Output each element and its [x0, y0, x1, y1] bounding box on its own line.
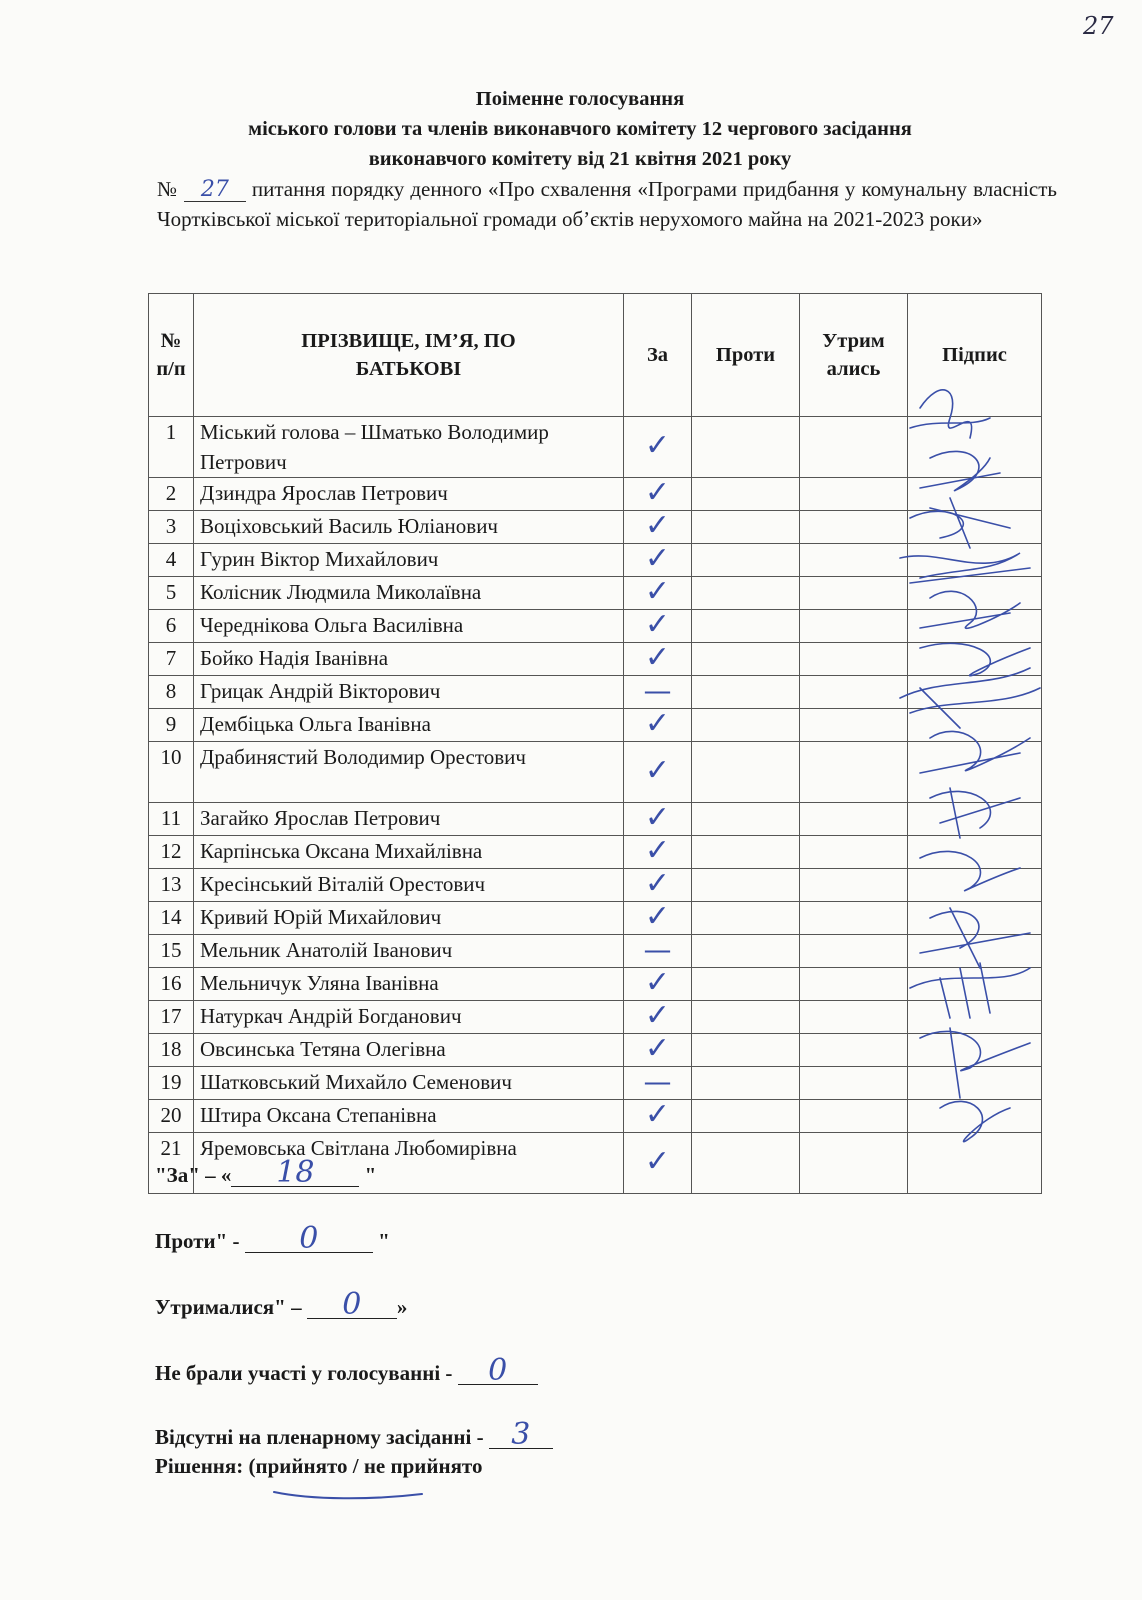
- vote-abstained-cell: [800, 1133, 908, 1194]
- dash-mark: —: [643, 934, 672, 966]
- signature-cell: [908, 935, 1042, 968]
- vote-against-cell: [692, 709, 800, 742]
- table-row: [149, 478, 1042, 511]
- dash-mark: —: [643, 675, 672, 707]
- vote-against-cell: [692, 577, 800, 610]
- check-mark-icon: ✓: [644, 576, 671, 609]
- table-row: [149, 869, 1042, 902]
- title-line-2: міського голови та членів виконавчого комітету 12 чергового засідання: [248, 118, 912, 140]
- member-name: Воціховський Василь Юліанович: [194, 511, 624, 544]
- member-name: Дзиндра Ярослав Петрович: [194, 478, 624, 511]
- question-text: питання порядку денного «Про схвалення «Програми придбання у комунальну власність Чортківської міської територіальної громади об’єктів нерухомого майна на 2021-2023 роки»: [157, 177, 1057, 231]
- signature-cell: [908, 902, 1042, 935]
- dash-mark: —: [643, 1066, 672, 1098]
- member-name: Череднікова Ольга Василівна: [194, 610, 624, 643]
- signature-cell: [908, 1133, 1042, 1194]
- member-name: Бойко Надія Іванівна: [194, 643, 624, 676]
- table-row: [149, 709, 1042, 742]
- vote-abstained-cell: [800, 902, 908, 935]
- signature-cell: [908, 742, 1042, 803]
- signature-cell: [908, 676, 1042, 709]
- row-number: 14: [149, 902, 194, 935]
- member-name: Кресінський Віталій Орестович: [194, 869, 624, 902]
- check-mark-icon: ✓: [644, 642, 671, 675]
- header-signature: Підпис: [908, 294, 1042, 417]
- row-number: 1: [149, 417, 194, 478]
- vote-abstained-cell: [800, 869, 908, 902]
- row-number: 3: [149, 511, 194, 544]
- member-name: Гурин Віктор Михайлович: [194, 544, 624, 577]
- vote-against-cell: [692, 1133, 800, 1194]
- check-mark-icon: ✓: [644, 428, 671, 463]
- member-name: Кривий Юрій Михайлович: [194, 902, 624, 935]
- member-name: Шатковський Михайло Семенович: [194, 1067, 624, 1100]
- vote-abstained-cell: [800, 1100, 908, 1133]
- table-row: [149, 1100, 1042, 1133]
- member-name: Мельничук Уляна Іванівна: [194, 968, 624, 1001]
- summary-against-close: ": [372, 1229, 390, 1253]
- table-row: [149, 1001, 1042, 1034]
- member-name: Натуркач Андрій Богданович: [194, 1001, 624, 1034]
- row-number: 21: [149, 1133, 194, 1194]
- member-name: Мельник Анатолій Іванович: [194, 935, 624, 968]
- vote-for-cell: [624, 869, 692, 902]
- check-mark-icon: ✓: [644, 477, 671, 510]
- vote-abstained-cell: [800, 511, 908, 544]
- signature-cell: [908, 577, 1042, 610]
- row-number: 6: [149, 610, 194, 643]
- vote-abstained-cell: [800, 709, 908, 742]
- vote-table: [148, 293, 1042, 1194]
- header-against: Проти: [692, 294, 800, 417]
- check-mark-icon: ✓: [644, 835, 671, 868]
- vote-for-cell: [624, 544, 692, 577]
- vote-against-cell: [692, 935, 800, 968]
- summary-abstained-close: »: [396, 1295, 408, 1319]
- title-line-3: виконавчого комітету від 21 квітня 2021 року: [368, 148, 792, 170]
- signature-cell: [908, 544, 1042, 577]
- vote-against-cell: [692, 902, 800, 935]
- signature-cell: [908, 1100, 1042, 1133]
- vote-for-cell: [624, 1034, 692, 1067]
- title-line-1: Поіменне голосування: [475, 88, 685, 110]
- document-title: [140, 84, 1020, 174]
- vote-for-cell: [624, 417, 692, 478]
- vote-for-cell: [624, 1067, 692, 1100]
- table-row: [149, 643, 1042, 676]
- row-number: 9: [149, 709, 194, 742]
- member-name: Овсинська Тетяна Олегівна: [194, 1034, 624, 1067]
- vote-for-cell: [624, 610, 692, 643]
- vote-for-cell: [624, 968, 692, 1001]
- table-row: [149, 1067, 1042, 1100]
- summary-abstained-label: Утрималися" –: [155, 1295, 307, 1319]
- vote-for-cell: [624, 902, 692, 935]
- check-mark-icon: ✓: [644, 967, 671, 1000]
- summary-not-voted-label: Не брали участі у голосуванні -: [155, 1361, 458, 1385]
- summary-against-value: 0: [245, 1226, 373, 1253]
- check-mark-icon: ✓: [644, 708, 671, 741]
- row-number: 12: [149, 836, 194, 869]
- vote-against-cell: [692, 836, 800, 869]
- member-name: Міський голова – Шматько Володимир Петрович: [194, 417, 624, 478]
- table-row: [149, 742, 1042, 803]
- row-number: 11: [149, 803, 194, 836]
- signature-cell: [908, 968, 1042, 1001]
- vote-against-cell: [692, 544, 800, 577]
- vote-for-cell: [624, 676, 692, 709]
- header-for: За: [624, 294, 692, 417]
- summary-for-close: ": [359, 1163, 377, 1187]
- vote-abstained-cell: [800, 935, 908, 968]
- signature-cell: [908, 803, 1042, 836]
- signature-cell: [908, 417, 1042, 478]
- member-name: Драбинястий Володимир Орестович: [194, 742, 624, 803]
- check-mark-icon: ✓: [644, 1000, 671, 1033]
- vote-for-cell: [624, 577, 692, 610]
- member-name: Штира Оксана Степанівна: [194, 1100, 624, 1133]
- question-prefix: №: [157, 177, 178, 201]
- member-name: Карпінська Оксана Михайлівна: [194, 836, 624, 869]
- summary-abstained-value: 0: [307, 1292, 397, 1319]
- agenda-question: [157, 174, 1057, 234]
- summary-for: [155, 1155, 377, 1190]
- row-number: 15: [149, 935, 194, 968]
- table-row: [149, 417, 1042, 478]
- table-row: [149, 544, 1042, 577]
- vote-for-cell: [624, 803, 692, 836]
- check-mark-icon: ✓: [644, 1033, 671, 1066]
- row-number: 4: [149, 544, 194, 577]
- row-number: 13: [149, 869, 194, 902]
- table-header-row: [149, 294, 1042, 417]
- vote-for-cell: [624, 709, 692, 742]
- vote-for-cell: [624, 836, 692, 869]
- vote-for-cell: [624, 935, 692, 968]
- check-mark-icon: ✓: [644, 868, 671, 901]
- table-row: [149, 610, 1042, 643]
- row-number: 20: [149, 1100, 194, 1133]
- table-row: [149, 676, 1042, 709]
- vote-for-cell: [624, 511, 692, 544]
- vote-abstained-cell: [800, 1001, 908, 1034]
- header-abstained: Утрим ались: [800, 294, 908, 417]
- signature-cell: [908, 1001, 1042, 1034]
- vote-abstained-cell: [800, 742, 908, 803]
- vote-against-cell: [692, 1067, 800, 1100]
- vote-abstained-cell: [800, 544, 908, 577]
- question-number: 27: [184, 179, 246, 202]
- vote-abstained-cell: [800, 803, 908, 836]
- vote-against-cell: [692, 1100, 800, 1133]
- table-row: [149, 902, 1042, 935]
- vote-against-cell: [692, 803, 800, 836]
- row-number: 19: [149, 1067, 194, 1100]
- signature-cell: [908, 709, 1042, 742]
- summary-for-label: "За" – «: [155, 1163, 232, 1187]
- header-name: ПРІЗВИЩЕ, ІМ’Я, ПО БАТЬКОВІ: [194, 294, 624, 417]
- vote-against-cell: [692, 968, 800, 1001]
- summary-abstained: [155, 1287, 408, 1322]
- vote-against-cell: [692, 643, 800, 676]
- row-number: 10: [149, 742, 194, 803]
- row-number: 2: [149, 478, 194, 511]
- table-row: [149, 935, 1042, 968]
- row-number: 17: [149, 1001, 194, 1034]
- signature-cell: [908, 1067, 1042, 1100]
- table-row: [149, 836, 1042, 869]
- page-number: 27: [1083, 12, 1114, 40]
- summary-against: [155, 1221, 390, 1256]
- vote-abstained-cell: [800, 676, 908, 709]
- check-mark-icon: ✓: [644, 510, 671, 543]
- header-num: № п/п: [149, 294, 194, 417]
- summary-absent-value: 3: [489, 1422, 553, 1449]
- vote-for-cell: [624, 643, 692, 676]
- signature-cell: [908, 1034, 1042, 1067]
- vote-abstained-cell: [800, 478, 908, 511]
- check-mark-icon: ✓: [644, 1099, 671, 1132]
- table-row: [149, 511, 1042, 544]
- vote-abstained-cell: [800, 968, 908, 1001]
- member-name: Дембіцька Ольга Іванівна: [194, 709, 624, 742]
- vote-against-cell: [692, 1001, 800, 1034]
- summary-not-voted: [155, 1353, 538, 1388]
- member-name: Грицак Андрій Вікторович: [194, 676, 624, 709]
- member-name: Яремовська Світлана Любомирівна: [194, 1133, 624, 1194]
- summary-absent-label: Відсутні на пленарному засіданні -: [155, 1425, 489, 1449]
- row-number: 7: [149, 643, 194, 676]
- vote-against-cell: [692, 869, 800, 902]
- table-row: [149, 1034, 1042, 1067]
- row-number: 8: [149, 676, 194, 709]
- vote-against-cell: [692, 676, 800, 709]
- vote-for-cell: [624, 478, 692, 511]
- table-row: [149, 577, 1042, 610]
- vote-for-cell: [624, 1001, 692, 1034]
- decision-underline: [272, 1486, 432, 1502]
- summary-for-value: 18: [231, 1160, 359, 1187]
- vote-against-cell: [692, 1034, 800, 1067]
- vote-against-cell: [692, 742, 800, 803]
- vote-for-cell: [624, 742, 692, 803]
- check-mark-icon: ✓: [644, 802, 671, 835]
- check-mark-icon: ✓: [644, 901, 671, 934]
- vote-against-cell: [692, 610, 800, 643]
- signature-cell: [908, 836, 1042, 869]
- table-row: [149, 803, 1042, 836]
- table-row: [149, 968, 1042, 1001]
- vote-abstained-cell: [800, 1067, 908, 1100]
- vote-against-cell: [692, 478, 800, 511]
- row-number: 18: [149, 1034, 194, 1067]
- summary-against-label: Проти" -: [155, 1229, 245, 1253]
- vote-abstained-cell: [800, 643, 908, 676]
- signature-cell: [908, 643, 1042, 676]
- summary-absent: [155, 1417, 553, 1452]
- vote-abstained-cell: [800, 577, 908, 610]
- signature-cell: [908, 511, 1042, 544]
- vote-abstained-cell: [800, 417, 908, 478]
- vote-against-cell: [692, 417, 800, 478]
- member-name: Колісник Людмила Миколаївна: [194, 577, 624, 610]
- summary-decision: Рішення: (прийнято / не прийнято: [155, 1454, 483, 1478]
- vote-for-cell: [624, 1133, 692, 1194]
- vote-against-cell: [692, 511, 800, 544]
- summary-not-voted-value: 0: [458, 1358, 538, 1385]
- check-mark-icon: ✓: [644, 543, 671, 576]
- check-mark-icon: ✓: [644, 753, 671, 788]
- vote-abstained-cell: [800, 836, 908, 869]
- row-number: 16: [149, 968, 194, 1001]
- signature-cell: [908, 478, 1042, 511]
- vote-abstained-cell: [800, 610, 908, 643]
- check-mark-icon: ✓: [644, 609, 671, 642]
- signature-cell: [908, 869, 1042, 902]
- member-name: Загайко Ярослав Петрович: [194, 803, 624, 836]
- check-mark-icon: ✓: [644, 1144, 671, 1179]
- signature-cell: [908, 610, 1042, 643]
- row-number: 5: [149, 577, 194, 610]
- vote-for-cell: [624, 1100, 692, 1133]
- vote-abstained-cell: [800, 1034, 908, 1067]
